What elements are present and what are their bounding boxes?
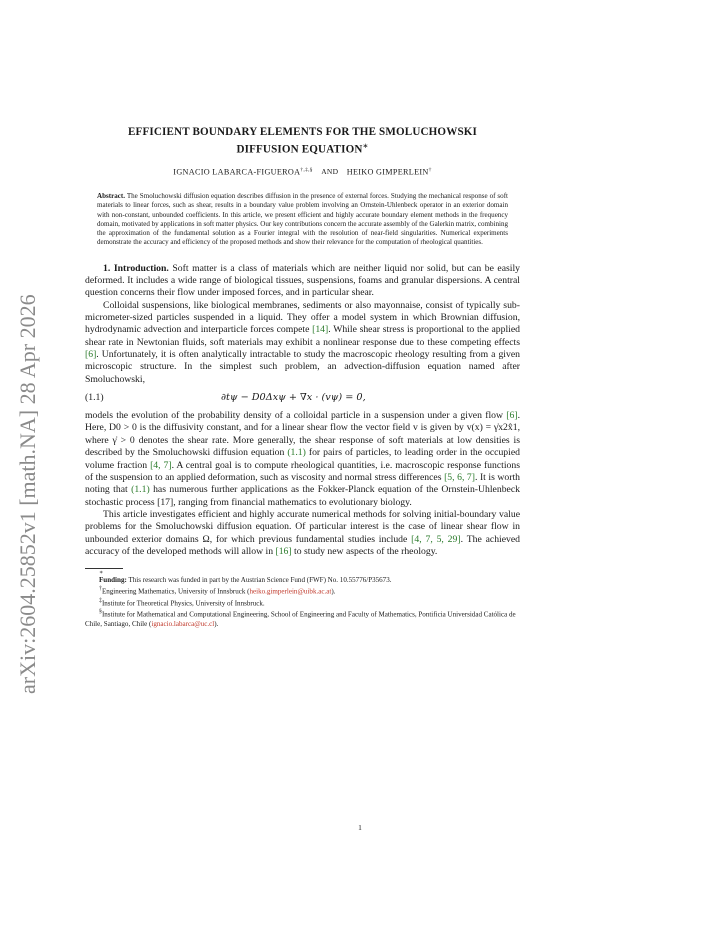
abstract xyxy=(97,192,508,246)
citation-link[interactable]: [6] xyxy=(85,349,97,361)
author-1-name: IGNACIO LABARCA-FIGUEROA xyxy=(173,167,301,177)
equation-body: ∂tψ − D0Δxψ + ∇x · (vψ) = 0, xyxy=(221,391,366,403)
paragraph-3-text-a: models the evolution of the probability density of a colloidal particle in a suspension under a given flow xyxy=(85,410,507,422)
paragraph-3-text-d: . A central goal is to compute rheological quantities, i.e. macroscopic response functions of the suspension to an applied deformation, such as viscosity and normal stress differences xyxy=(85,459,521,483)
footnote-funding xyxy=(85,576,520,585)
email-link[interactable]: heiko.gimperlein@uibk.ac.at xyxy=(249,587,332,596)
footnote-mark: ‡ xyxy=(99,597,102,604)
paragraph-4 xyxy=(85,509,520,558)
footnote-affiliation-1 xyxy=(85,585,520,596)
section-introduction xyxy=(85,263,520,559)
title-line-2: DIFFUSION EQUATION xyxy=(236,143,363,156)
paper-content xyxy=(85,125,520,629)
funding-text: This research was funded in part by the Austrian Science Fund (FWF) No. 10.55776/P35673. xyxy=(128,576,392,585)
paragraph-2 xyxy=(85,300,520,386)
abstract-label: Abstract. xyxy=(97,192,125,201)
citation-link[interactable]: [6] xyxy=(506,410,518,422)
paragraph-3-text-b: . Here, D0 > 0 is the diffusivity constant, and for a linear shear flow the vector field v is given by v(x) = γ̇x2x̂1, where γ̇ > 0 denotes the shear rate. More generally, the shear response of soft materials at low densities is described by the Smoluchowski diffusion equation xyxy=(85,410,520,459)
citation-link[interactable]: [16] xyxy=(275,545,292,557)
equation-reference-link[interactable]: (1.1) xyxy=(131,484,150,496)
arxiv-identifier-stamp xyxy=(2,238,48,698)
affiliation-1-text: Engineering Mathematics, University of Innsbruck ( xyxy=(101,587,250,596)
paragraph-4-text-a: This article investigates efficient and highly accurate numerical methods for solving initial-boundary value problems for the Smoluchowski diffusion equation. Of particular interest is the case of linear shear flow in unbounded exterior domains Ω, for which previous fundamental studies include xyxy=(85,508,520,545)
citation-link[interactable]: [4, 7] xyxy=(150,459,172,471)
footnote-affiliation-2 xyxy=(85,597,520,608)
paragraph-4-text-b: . The achieved accuracy of the developed methods will allow in xyxy=(85,533,521,557)
affiliation-3-text: Institute for Mathematical and Computational Engineering, School of Engineering and Faculty of Mathematics, Pontificia Universidad Católica de Chile, Santiago, Chile ( xyxy=(85,610,516,628)
paragraph-3 xyxy=(85,410,520,509)
author-list xyxy=(85,167,520,177)
footnote-star-mark: ∗ xyxy=(99,569,104,577)
citation-link[interactable]: [14] xyxy=(312,324,329,336)
title-line-1: EFFICIENT BOUNDARY ELEMENTS FOR THE SMOLUCHOWSKI xyxy=(127,126,478,138)
footnote-mark: † xyxy=(99,586,102,593)
equation-reference-link[interactable]: (1.1) xyxy=(287,447,306,459)
paragraph-2-text-b: . While shear stress is proportional to the applied shear rate in Newtonian fluids, soft materials may exhibit a nonlinear response due to these competing effects xyxy=(85,324,520,348)
paragraph-1-text: Soft matter is a class of materials which are neither liquid nor solid, but can be easily deformed. It includes a wide range of biological tissues, suspensions, foams and granular dispersions. A central question concerns their flow under imposed forces, and in particular shear. xyxy=(85,262,521,299)
equation-1-1 xyxy=(85,388,520,408)
author-1-affiliation-marks: †,‡,§ xyxy=(300,166,313,173)
email-link[interactable]: ignacio.labarca@uc.cl xyxy=(151,619,215,628)
paper-title xyxy=(85,125,520,157)
author-2-affiliation-marks: † xyxy=(428,166,432,173)
title-footnote-mark: ∗ xyxy=(362,142,369,150)
author-2-name: HEIKO GIMPERLEIN xyxy=(346,167,429,177)
footnote-mark: § xyxy=(99,609,102,616)
paragraph-1 xyxy=(85,263,520,300)
footnote-affiliation-3 xyxy=(85,608,520,629)
funding-label: Funding: xyxy=(99,576,127,585)
affiliation-1-end: ). xyxy=(331,587,336,596)
citation-link[interactable]: [4, 7, 5, 29] xyxy=(411,533,461,545)
paragraph-3-text-f: has numerous further applications as the Fokker-Planck equation of the Ornstein-Uhlenbeck stochastic process [17], ranging from financial mathematics to evolutionary biology. xyxy=(85,484,520,508)
abstract-text: The Smoluchowski diffusion equation describes diffusion in the presence of external forces. Studying the mechanical response of soft materials to linear forces, such as shear, results in a boundary value problem involving an Ornstein-Uhlenbeck operator in an exterior domain with non-constant, unbounded coefficients. In this article, we present efficient and highly accurate boundary element methods in the frequency domain, motivated by applications in soft matter physics. Our key contributions concern the accurate assembly of the Galerkin matrix, combining the approximation of the fundamental solution as a Fourier integral with the resolution of near-field singularities. Numerical experiments demonstrate the accuracy and efficiency of the proposed methods and show their relevance for the computation of rheological quantities. xyxy=(97,192,508,246)
paragraph-2-text-a: Colloidal suspensions, like biological membranes, sediments or also mayonnaise, consist of typically sub-micrometer-sized particles suspended in a liquid. They offer a model system in which Brownian diffusion, hydrodynamic advection and interparticle forces compete xyxy=(85,299,520,336)
equation-number: (1.1) xyxy=(85,391,104,403)
paragraph-4-text-c: to study new aspects of the rheology. xyxy=(291,545,438,557)
author-conjunction: AND xyxy=(321,167,339,177)
affiliation-2-text: Institute for Theoretical Physics, University of Innsbruck. xyxy=(101,599,265,608)
paragraph-3-text-c: for pairs of particles, to leading order in the occupied volume fraction xyxy=(85,447,520,471)
page-number: 1 xyxy=(358,823,362,832)
section-heading: 1. Introduction. xyxy=(103,262,169,274)
paragraph-2-text-c: . Unfortunately, it is often analytically intractable to study the macroscopic rheology resulting from a given microscopic structure. In the simplest such problem, an advection-diffusion equation named after Smoluchowski, xyxy=(85,349,520,385)
arxiv-id-text: arXiv:2604.25852v1 [math.NA] 28 Apr 2026 xyxy=(15,294,40,694)
citation-link[interactable]: [5, 6, 7] xyxy=(444,471,475,483)
affiliation-3-end: ). xyxy=(214,619,219,628)
footnotes xyxy=(85,576,520,629)
paragraph-3-text-e: . It is worth noting that xyxy=(85,471,521,496)
